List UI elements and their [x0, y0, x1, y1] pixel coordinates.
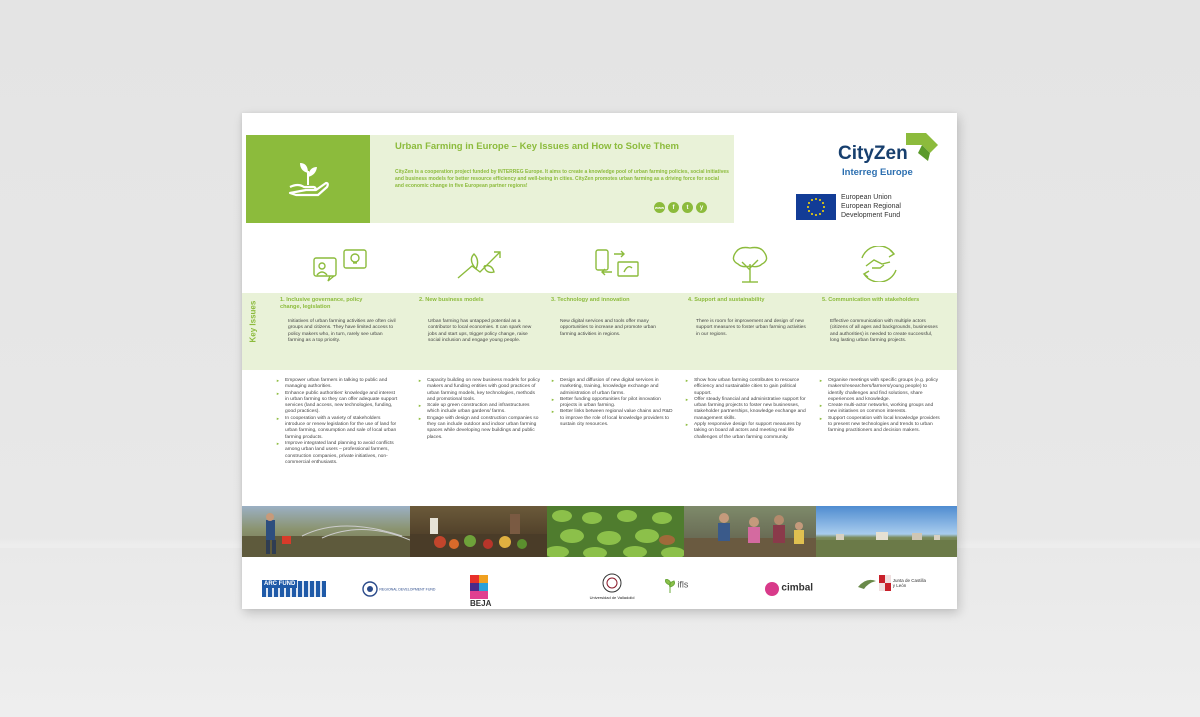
ifls-logo: [664, 579, 734, 593]
cityzen-logo-mark: [902, 131, 940, 165]
column-2-bullets: [418, 378, 542, 441]
facebook-icon[interactable]: f: [668, 202, 679, 213]
key-issues-label: Key Issues: [248, 300, 258, 343]
arc-fund-logo: [262, 581, 326, 597]
photo-lettuce-field: [547, 506, 684, 557]
valladolid-label: Universidad de Valladolid: [589, 595, 635, 600]
list-item: ► Offer steady financial and administrative support for urban farming projects to foster new businesses, stakeholder partnerships, knowledge exchange and management skills.: [685, 397, 809, 422]
website-icon[interactable]: www: [654, 202, 665, 213]
column-5-intro: Effective communication with multiple actors (citizens of all ages and backgrounds, businesses and authorities) is needed to create successful, long lasting urban farming projects.: [830, 319, 938, 343]
column-2-heading: 2. New business models: [419, 297, 484, 303]
list-item: ► Improve integrated land planning to avoid conflicts among urban land users – professional farmers, construction companies, private initiatives, non-commercial enthusiasts.: [276, 441, 400, 466]
arc-fund-label: ARC FUND: [264, 581, 296, 587]
list-item: ► Enhance public authorities' knowledge and interest in urban farming so they can offer adequate support services (land access, new technologies, funding, good practices).: [276, 391, 400, 416]
regional-fund-label: REGIONAL DEVELOPMENT FUND: [379, 587, 436, 592]
regional-fund-logo: [362, 581, 442, 597]
youtube-icon[interactable]: y: [696, 202, 707, 213]
ifls-label: ifls: [677, 579, 689, 590]
column-5-heading: 5. Communication with stakeholders: [822, 297, 920, 303]
header-green-block: [246, 135, 370, 223]
photo-children-illustration: [684, 506, 816, 557]
list-item: ► Design and diffusion of new digital services in marketing, training, knowledge exchange and administration of urban farms.: [551, 378, 675, 397]
list-item: ► Apply responsive design for support measures by taking on board all actors and meeting real life challenges of the urban farming community.: [685, 422, 809, 441]
list-item: ► Create multi-actor networks, working groups and new initiatives on common interests.: [819, 403, 943, 416]
list-item: ► Better funding opportunities for pilot innovation projects in urban farming.: [551, 397, 675, 410]
list-item: ► Capacity building on new business models for policy makers and funding entities with good practices of urban farming models, key technologies, methods and promotional tools.: [418, 378, 542, 403]
column-3-bullets: [551, 378, 675, 428]
technology-devices-icon: [594, 246, 642, 282]
column-1-intro: Initiatives of urban farming activities are often civil groups and citizens. They have limited access to policy makers who, in turn, rarely see urban farming as a top priority.: [288, 319, 396, 343]
beja-emblem-icon: [470, 575, 488, 599]
column-4-intro: There is room for improvement and design of new support measures to foster urban farming activities in our regions.: [696, 319, 806, 337]
list-item: ► Show how urban farming contributes to resource efficiency and sustainable cities to gain political support.: [685, 378, 809, 397]
list-item: ► Engage with design and construction companies so they can include outdoor and indoor urban farming spaces while developing new buildings and public places.: [418, 416, 542, 441]
photo-lettuce-illustration: [547, 506, 684, 557]
column-3-heading: 3. Technology and innovation: [551, 297, 630, 303]
tree-icon: [728, 246, 772, 284]
list-item: ► In cooperation with a variety of stakeholders introduce or renew legislation for the use of land for urban farming, consumption and sale of local urban farming products.: [276, 416, 400, 441]
cimbal-label: cimbal: [781, 582, 814, 594]
photo-landscape-illustration: [816, 506, 957, 557]
column-1-bullets: [276, 378, 400, 466]
photo-market-vegetables: [410, 506, 547, 557]
poster-title: Urban Farming in Europe – Key Issues and How to Solve Them: [395, 141, 680, 152]
eu-line-2: European Regional: [841, 203, 901, 210]
column-4-heading: 4. Support and sustainability: [688, 297, 765, 303]
eu-flag: [796, 194, 836, 220]
eu-line-1: European Union: [841, 194, 892, 201]
cimbal-emblem-icon: [764, 581, 780, 597]
poster: [242, 113, 957, 609]
key-issue-icons: [242, 246, 957, 286]
photo-farmer-illustration: [242, 506, 410, 557]
valladolid-logo: [582, 573, 642, 600]
column-3-intro: New digital services and tools offer many opportunities to increase and promote urban farming activities in regions.: [560, 319, 656, 337]
growth-plant-icon: [454, 246, 510, 282]
column-2-intro: Urban farming has untapped potential as a contributor to local economies. It can spark new jobs and start ups, trigger policy change, raise social inclusion and engage young people.: [428, 319, 532, 343]
column-4-bullets: [685, 378, 809, 441]
cityzen-logo: CityZen: [838, 143, 908, 164]
twitter-icon[interactable]: t: [682, 202, 693, 213]
column-1-heading: 1. Inclusive governance, policy change, legislation: [280, 297, 363, 310]
list-item: ► Better links between regional value chains and R&D to improve the role of local knowledge providers to sustain city resources.: [551, 409, 675, 428]
cimbal-logo: [764, 581, 834, 597]
eu-stars-icon: [796, 194, 836, 220]
list-item: ► Support cooperation with local knowledge providers to present new technologies and trends to urban farming practitioners and decision makers.: [819, 416, 943, 435]
list-item: ► Empower urban farmers in talking to public and managing authorities.: [276, 378, 400, 391]
photo-children-gardening: [684, 506, 816, 557]
handshake-icon: [854, 246, 904, 282]
junta-label: Junta de Castilla y León: [892, 578, 927, 588]
beja-logo: [470, 575, 510, 608]
list-item: ► Scale up green construction and infrastructures which include urban gardens/ farms.: [418, 403, 542, 416]
regional-fund-emblem-icon: [362, 581, 378, 597]
people-idea-icon: [310, 246, 370, 282]
partner-logos: [242, 561, 957, 609]
photo-market-illustration: [410, 506, 547, 557]
valladolid-seal-icon: [602, 573, 622, 593]
junta-bird-icon: [856, 575, 878, 591]
photo-farmer-watering: [242, 506, 410, 557]
poster-description: CityZen is a cooperation project funded by INTERREG Europe. It aims to create a knowledge pool of urban farming policies, social initiatives and business models for better resource efficiency and well-being in cities. CityZen promotes urban farming as a driving force for social and economic change in five European partner regions!: [395, 169, 729, 189]
beja-label: BEJA: [470, 599, 492, 608]
castilla-shield-icon: [879, 575, 891, 591]
interreg-logo-text: Interreg Europe: [842, 167, 913, 178]
hand-plant-icon: [286, 157, 330, 201]
photo-strip: [242, 506, 957, 557]
column-5-bullets: [819, 378, 943, 435]
ifls-leaf-icon: [664, 579, 676, 593]
list-item: ► Organise meetings with specific groups (e.g. policy makers/researchers/farmers/young people) to identify challenges and find solutions, share experiences and knowledge.: [819, 378, 943, 403]
eu-fund-text: [841, 193, 901, 220]
junta-logo: [856, 575, 956, 591]
social-icons: [654, 202, 707, 213]
photo-urban-landscape: [816, 506, 957, 557]
eu-line-3: Development Fund: [841, 212, 901, 219]
